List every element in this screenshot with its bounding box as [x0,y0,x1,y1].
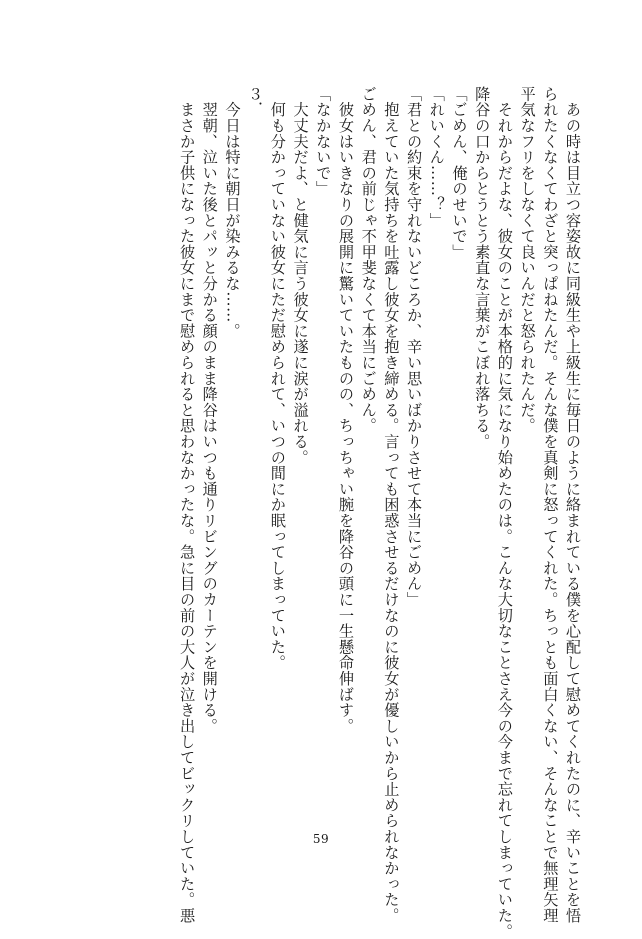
text-line-9: 抱えていた気持ちを吐露し彼女を抱き締める。言っても困惑させるだけなのに彼女が優しいから止められなかった。 [382,86,401,924]
text-line-11: 彼女はいきなりの展開に驚いていたものの、ちっちゃい腕を降谷の頭に一生懸命伸ばす。 [336,86,355,734]
text-line-13: 大丈夫だよ、と健気に言う彼女に遂に涙が溢れる。 [291,86,310,466]
text-line-3: 平気なフリをしなくて良いんだと怒られたんだ。 [518,86,537,434]
text-line-5: 降谷の口からとうとう素直な言葉がこぼれ落ちる。 [473,86,492,450]
text-line-12: 「なかないで」 [314,86,333,197]
page-number: 59 [312,832,330,846]
section-heading: ３． [246,86,265,118]
text-line-2: られたくなくてわざと突っぱねたんだ。そんな僕を真剣に怒ってくれた。ちっとも面白くない、そんなことで無理矢理 [541,86,560,924]
text-line-14: 何も分かっていない彼女にただ慰められて、いつの間にか眠ってしまっていた。 [268,86,287,671]
text-line-16: 翌朝、泣いた後とパッと分かる顔のまま降谷はいつも通りリビングのカーテンを開ける。 [200,86,219,734]
text-line-10: ごめん、君の前じゃ不甲斐なくて本当にごめん。 [359,86,378,434]
text-line-17: まさか子供になった彼女にまで慰められると思わなかったな。急に目の前の大人が泣き出してビックリしていた。悪 [178,86,197,924]
text-line-8: 「君との約束を守れないどころか、辛い思いばかりさせて本当にごめん」 [405,86,424,608]
text-line-7: 「れいくん……？」 [427,86,446,229]
text-line-6: 「ごめん、俺のせいで」 [450,86,469,260]
text-line-1: あの時は目立つ容姿故に同級生や上級生に毎日のように絡まれている僕を心配して慰めてくれたのに、辛いことを悟 [564,86,582,924]
text-line-4: それからだよな、彼女のことが本格的に気になり始めたのは。こんな大切なことさえ今の今まで忘れてしまっていた。 [495,86,514,939]
text-line-15: 今日は特に朝日が染みるな……。 [223,86,242,339]
